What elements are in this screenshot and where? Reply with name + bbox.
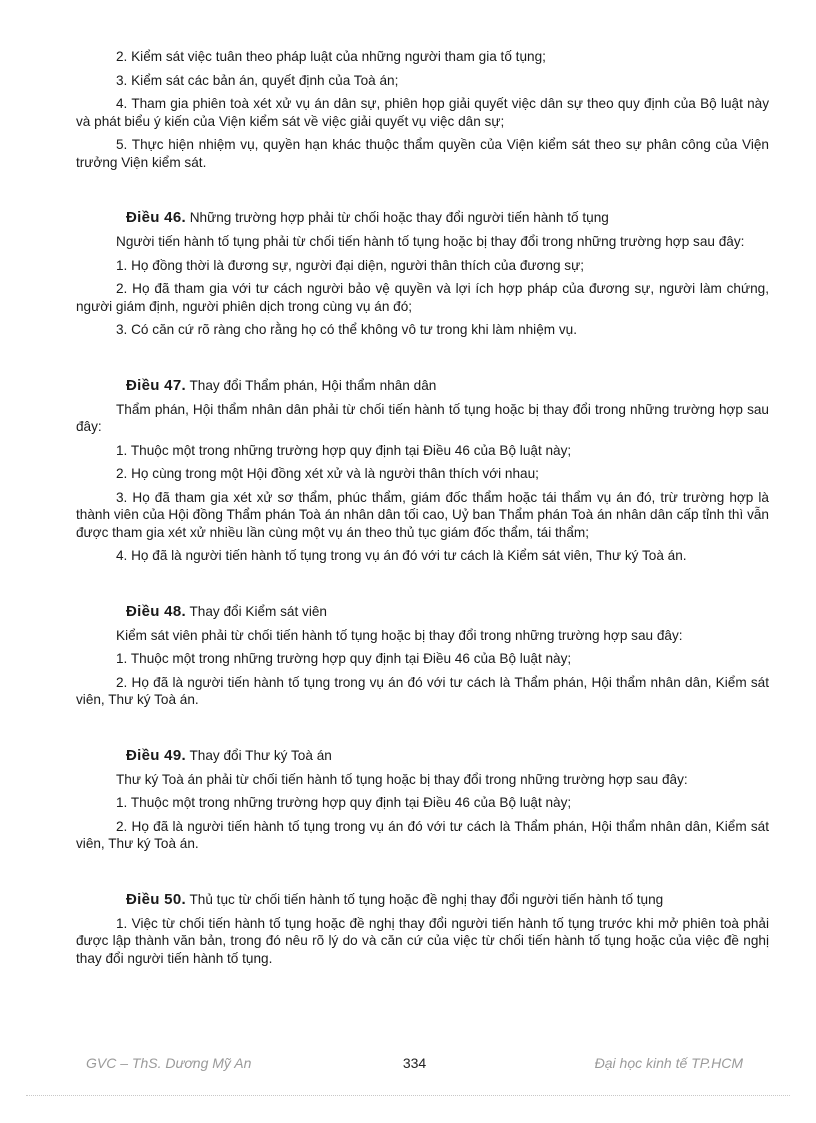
article-heading-50 <box>76 890 769 909</box>
paragraph: Kiểm sát viên phải từ chối tiến hành tố tụng hoặc bị thay đổi trong những trường hợp sau đây: <box>116 627 683 643</box>
page-footer <box>86 1055 743 1073</box>
paragraph: 1. Thuộc một trong những trường hợp quy định tại Điều 46 của Bộ luật này; <box>116 442 572 458</box>
paragraph: 3. Có căn cứ rõ ràng cho rằng họ có thể không vô tư trong khi làm nhiệm vụ. <box>116 322 577 337</box>
paragraph: 4. Họ đã là người tiến hành tố tụng trong vụ án đó với tư cách là Kiểm sát viên, Thư ký Toà án. <box>116 548 687 563</box>
paragraph: 2. Họ đã là người tiến hành tố tụng trong vụ án đó với tư cách là Thẩm phán, Hội thẩm nhân dân, Kiểm sát viên, Thư ký Toà án. <box>76 818 769 851</box>
paragraph: 2. Họ đã là người tiến hành tố tụng trong vụ án đó với tư cách là Thẩm phán, Hội thẩm nhân dân, Kiểm sát viên, Thư ký Toà án. <box>76 674 769 707</box>
paragraph: 1. Họ đồng thời là đương sự, người đại diện, người thân thích của đương sự; <box>116 257 584 273</box>
article-heading-46 <box>76 208 769 227</box>
paragraph: 1. Việc từ chối tiến hành tố tụng hoặc đề nghị thay đổi người tiến hành tố tụng trước khi mở phiên toà phải được lập thành văn bản, trong đó nêu rõ lý do và căn cứ của việc từ chối tiến hành tố tụng hoặc của việc đề nghị thay đổi người tiến hành tố tụng. <box>76 915 769 966</box>
paragraph: 2. Kiểm sát việc tuân theo pháp luật của những người tham gia tố tụng; <box>116 49 546 64</box>
bottom-divider <box>26 1095 790 1096</box>
paragraph: 3. Họ đã tham gia xét xử sơ thẩm, phúc thẩm, giám đốc thẩm hoặc tái thẩm vụ án đó, trừ trường hợp là thành viên của Hội đồng Thẩm phán Toà án nhân dân tối cao, Uỷ ban Thẩm phán Toà án nhân dân cấp tỉnh thì vẫn được tham gia xét xử nhiều lần cùng một vụ án theo thủ tục giám đốc thẩm, tái thẩm; <box>76 489 769 540</box>
article-number: Điều 50. <box>126 890 186 908</box>
paragraph: 2. Họ cùng trong một Hội đồng xét xử và là người thân thích với nhau; <box>116 466 539 481</box>
paragraph: 4. Tham gia phiên toà xét xử vụ án dân sự, phiên họp giải quyết việc dân sự theo quy định của Bộ luật này và phát biểu ý kiến của Viện kiểm sát về việc giải quyết vụ việc dân sự; <box>76 96 769 129</box>
paragraph: 5. Thực hiện nhiệm vụ, quyền hạn khác thuộc thẩm quyền của Viện kiểm sát theo sự phân công của Viện trưởng Viện kiểm sát. <box>76 137 769 170</box>
article-heading-48 <box>76 602 769 621</box>
footer-author: GVC – ThS. Dương Mỹ An <box>86 1055 252 1071</box>
article-number: Điều 47. <box>126 376 186 394</box>
paragraph: Thư ký Toà án phải từ chối tiến hành tố tụng hoặc bị thay đổi trong những trường hợp sau đây: <box>116 771 688 787</box>
paragraph: Người tiến hành tố tụng phải từ chối tiến hành tố tụng hoặc bị thay đổi trong những trường hợp sau đây: <box>116 234 745 249</box>
article-number: Điều 46. <box>126 209 186 226</box>
article-title: Thủ tục từ chối tiến hành tố tụng hoặc đề nghị thay đổi người tiến hành tố tụng <box>189 891 664 907</box>
article-title: Thay đổi Thư ký Toà án <box>189 747 332 763</box>
page-content <box>76 48 769 973</box>
article-number: Điều 48. <box>126 602 186 620</box>
article-heading-49 <box>76 746 769 765</box>
article-title: Thay đổi Thẩm phán, Hội thẩm nhân dân <box>189 377 437 393</box>
paragraph: Thẩm phán, Hội thẩm nhân dân phải từ chối tiến hành tố tụng hoặc bị thay đổi trong những trường hợp sau đây: <box>76 401 769 434</box>
paragraph: 2. Họ đã tham gia với tư cách người bảo vệ quyền và lợi ích hợp pháp của đương sự, người làm chứng, người giám định, người phiên dịch trong cùng vụ án đó; <box>76 281 769 314</box>
paragraph: 1. Thuộc một trong những trường hợp quy định tại Điều 46 của Bộ luật này; <box>116 795 572 810</box>
page-number: 334 <box>402 1055 427 1071</box>
article-heading-47 <box>76 376 769 395</box>
paragraph: 1. Thuộc một trong những trường hợp quy định tại Điều 46 của Bộ luật này; <box>116 651 572 666</box>
article-number: Điều 49. <box>126 746 186 764</box>
article-title: Những trường hợp phải từ chối hoặc thay đổi người tiến hành tố tụng <box>189 210 609 225</box>
footer-institution: Đại học kinh tế TP.HCM <box>594 1055 743 1071</box>
paragraph: 3. Kiểm sát các bản án, quyết định của Toà án; <box>116 72 399 88</box>
article-title: Thay đổi Kiểm sát viên <box>189 603 327 619</box>
